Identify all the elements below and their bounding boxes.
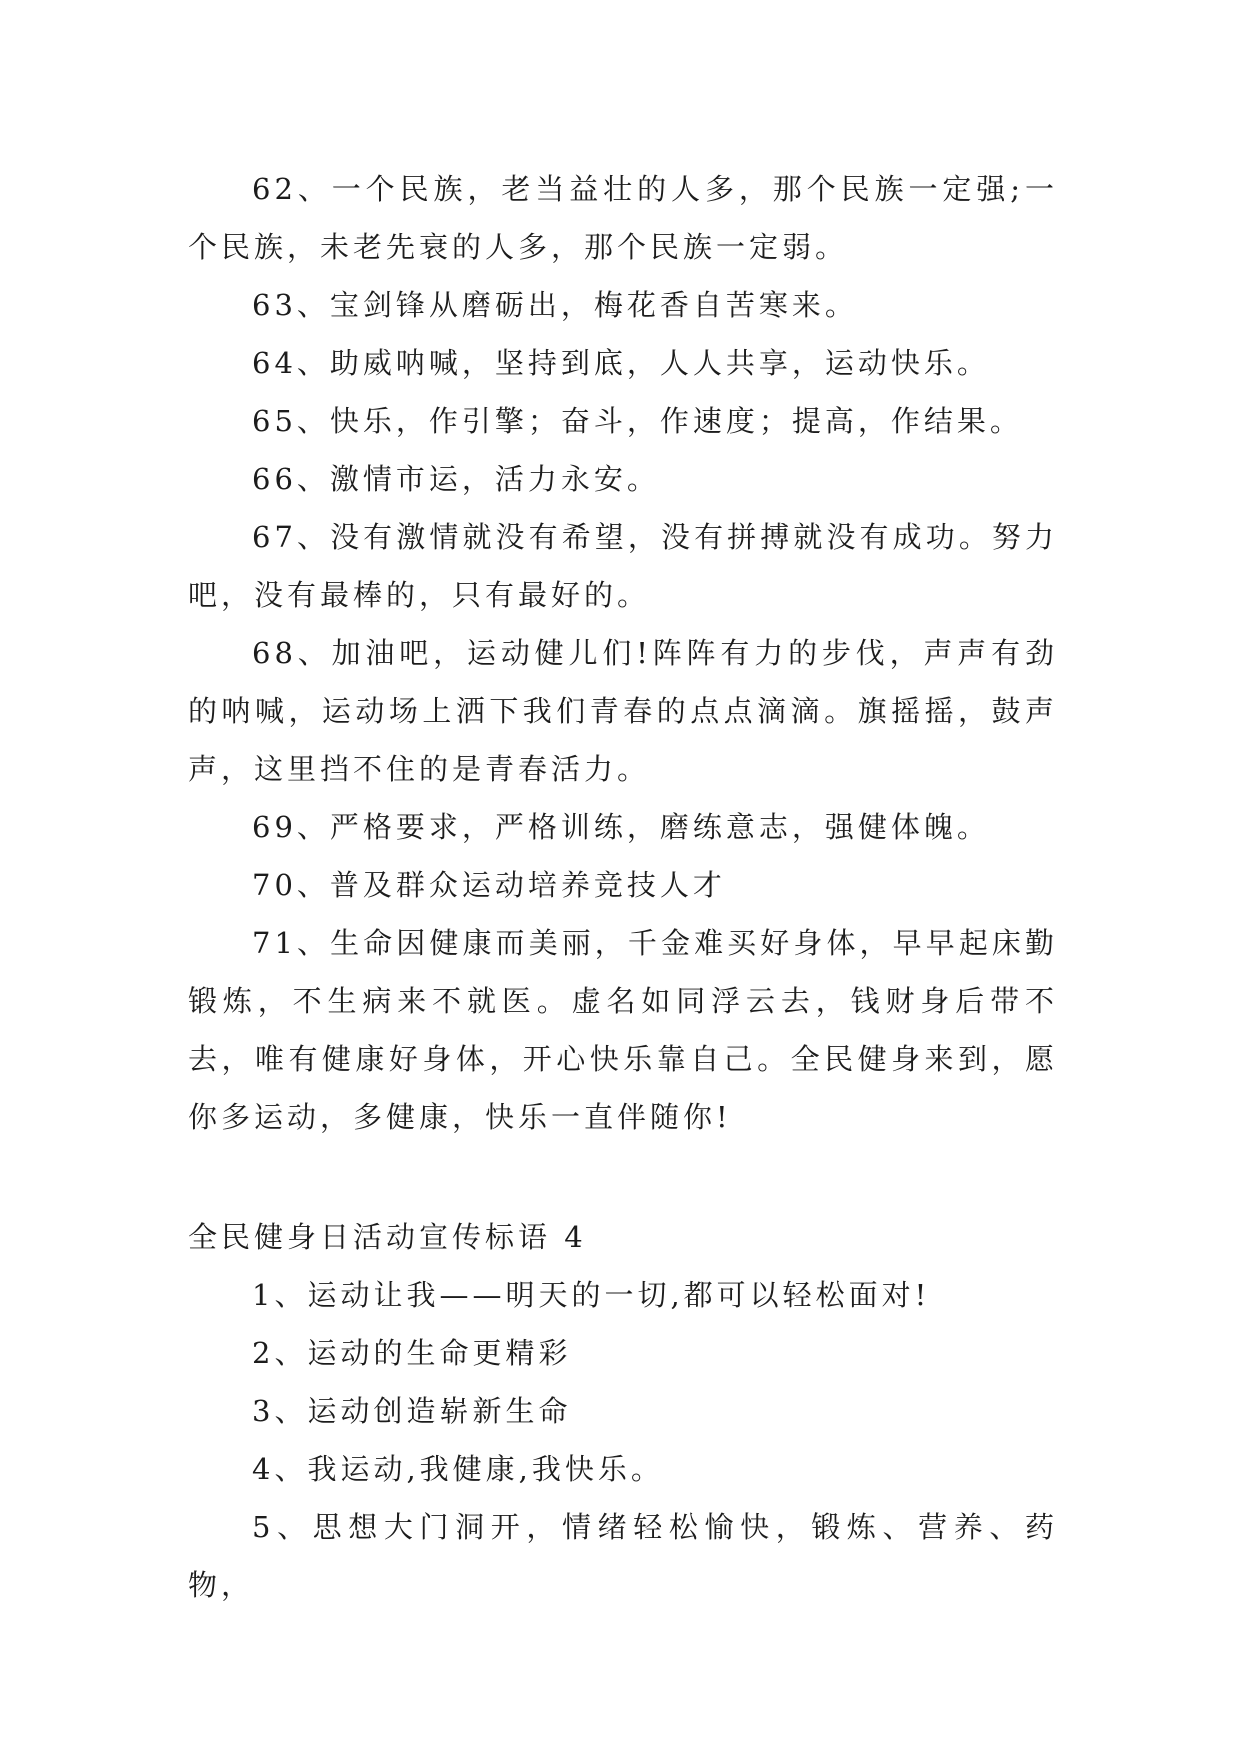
paragraph-64: 64、助威呐喊，坚持到底，人人共享，运动快乐。 [252,346,990,380]
section-item-4: 4、我运动,我健康,我快乐。 [252,1452,664,1486]
paragraph-69: 69、严格要求，严格训练，磨练意志，强健体魄。 [252,810,990,844]
section-item-2: 2、运动的生命更精彩 [252,1336,572,1370]
section-heading: 全民健身日活动宣传标语 4 [188,1220,587,1254]
paragraph-67: 67、没有激情就没有希望，没有拼搏就没有成功。努力吧，没有最棒的，只有最好的。 [188,520,1058,612]
paragraph-63: 63、宝剑锋从磨砺出，梅花香自苦寒来。 [252,288,858,322]
paragraph-68: 68、加油吧，运动健儿们!阵阵有力的步伐，声声有劲的呐喊，运动场上洒下我们青春的点点滴滴。旗摇摇，鼓声声，这里挡不住的是青春活力。 [188,636,1058,786]
paragraph-70: 70、普及群众运动培养竞技人才 [252,868,726,902]
paragraph-66: 66、激情市运，活力永安。 [252,462,660,496]
paragraph-62: 62、一个民族，老当益壮的人多，那个民族一定强;一个民族，未老先衰的人多，那个民族一定弱。 [188,172,1058,264]
document-body [188,160,1058,1614]
section-item-1: 1、运动让我——明天的一切,都可以轻松面对! [252,1278,931,1312]
paragraph-71: 71、生命因健康而美丽，千金难买好身体，早早起床勤锻炼，不生病来不就医。虚名如同浮云去，钱财身后带不去，唯有健康好身体，开心快乐靠自己。全民健身来到，愿你多运动，多健康，快乐一直伴随你! [188,926,1058,1134]
section-item-3: 3、运动创造崭新生命 [252,1394,572,1428]
paragraph-65: 65、快乐，作引擎；奋斗，作速度；提高，作结果。 [252,404,1023,438]
section-item-5: 5、思想大门洞开，情绪轻松愉快，锻炼、营养、药物， [188,1510,1058,1602]
